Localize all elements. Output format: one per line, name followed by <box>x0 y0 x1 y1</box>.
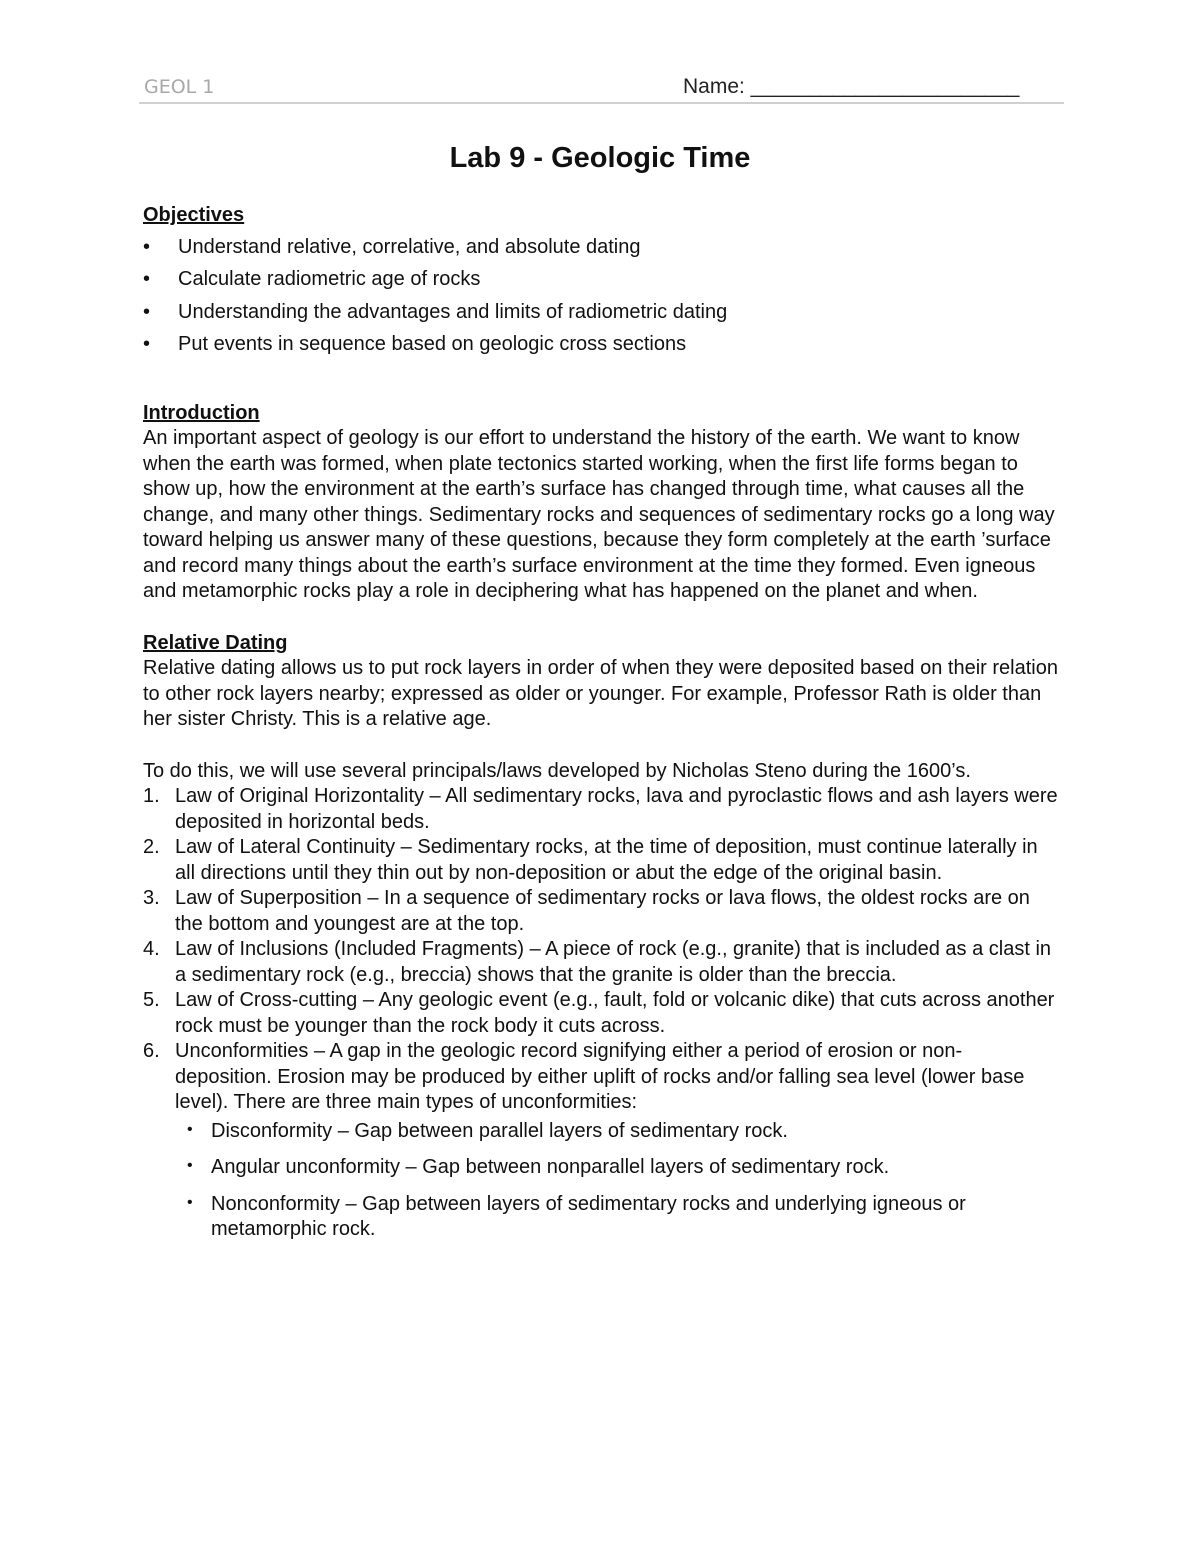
law-number: 2. <box>143 836 160 858</box>
law-text: Law of Inclusions (Included Fragments) – A piece of rock (e.g., granite) that is included as a clast in a sedimentary rock (e.g., breccia) shows that the granite is older than the breccia. <box>175 938 1052 986</box>
law-item <box>143 835 1058 886</box>
list-item: • Angular unconformity – Gap between nonparallel layers of sedimentary rock. <box>175 1155 1058 1181</box>
list-item: • Calculate radiometric age of rocks <box>143 263 1058 296</box>
law-item <box>143 988 1058 1039</box>
unconformity-types-list <box>175 1119 1058 1243</box>
page-title: Lab 9 - Geologic Time <box>449 142 751 174</box>
law-number: 3. <box>143 887 160 909</box>
list-item: • Put events in sequence based on geologic cross sections <box>143 328 1058 361</box>
law-item <box>143 937 1058 988</box>
list-item: • Nonconformity – Gap between layers of sedimentary rocks and underlying igneous or metamorphic rock. <box>175 1192 1058 1243</box>
list-item: • Disconformity – Gap between parallel layers of sedimentary rock. <box>175 1119 1058 1145</box>
law-item <box>143 784 1058 835</box>
law-text: Law of Cross-cutting – Any geologic event (e.g., fault, fold or volcanic dike) that cuts across another rock must be younger than the rock body it cuts across. <box>175 989 1055 1037</box>
name-field: Name: _______________________ <box>683 75 1020 98</box>
law-number: 1. <box>143 785 160 807</box>
relative-dating-heading: Relative Dating <box>143 631 288 654</box>
law-text: Law of Lateral Continuity – Sedimentary rocks, at the time of deposition, must continue laterally in all directions until they thin out by non-deposition or abut the edge of the original basin. <box>175 836 1038 884</box>
relative-dating-paragraph: Relative dating allows us to put rock layers in order of when they were deposited based on their relation to other rock layers nearby; expressed as older or younger. For example, Professor Rath is older than her sister Christy. This is a relative age. <box>143 657 1058 730</box>
list-item: • Understanding the advantages and limits of radiometric dating <box>143 296 1058 329</box>
law-number: 4. <box>143 938 160 960</box>
law-text: Law of Original Horizontality – All sedimentary rocks, lava and pyroclastic flows and ash layers were deposited in horizontal beds. <box>175 785 1058 833</box>
objectives-list <box>143 231 1058 361</box>
introduction-section <box>143 401 1058 605</box>
course-code: GEOL 1 <box>144 76 215 98</box>
laws-list <box>143 784 1058 1243</box>
law-text: Unconformities – A gap in the geologic record signifying either a period of erosion or non-deposition. Erosion may be produced by either uplift of rocks and/or falling sea level (lower base level). There are three main types of unconformities: <box>175 1040 1025 1113</box>
law-item <box>143 886 1058 937</box>
objectives-section <box>143 203 1058 361</box>
law-number: 5. <box>143 989 160 1011</box>
objectives-heading: Objectives <box>143 204 245 226</box>
introduction-paragraph: An important aspect of geology is our effort to understand the history of the earth. We want to know when the earth was formed, when plate tectonics started working, when the first life forms began to show up, how the environment at the earth’s surface has changed through time, what causes all the change, and many other things. Sedimentary rocks and sequences of sedimentary rocks go a long way toward helping us answer many of these questions, because they form completely at the earth ’surface and record many things about the earth’s surface environment at the time they formed. Even igneous and metamorphic rocks play a role in deciphering what has happened on the planet and when. <box>143 427 1055 602</box>
law-number: 6. <box>143 1040 160 1062</box>
introduction-heading: Introduction <box>143 401 260 424</box>
law-text: Law of Superposition – In a sequence of sedimentary rocks or lava flows, the oldest rocks are on the bottom and youngest are at the top. <box>175 887 1030 935</box>
document-body <box>143 203 1058 1254</box>
law-item <box>143 1039 1058 1243</box>
page-header <box>139 72 1064 104</box>
relative-dating-section <box>143 631 1058 1243</box>
list-item: • Understand relative, correlative, and absolute dating <box>143 231 1058 264</box>
laws-intro: To do this, we will use several principals/laws developed by Nicholas Steno during the 1600’s. <box>143 759 971 782</box>
